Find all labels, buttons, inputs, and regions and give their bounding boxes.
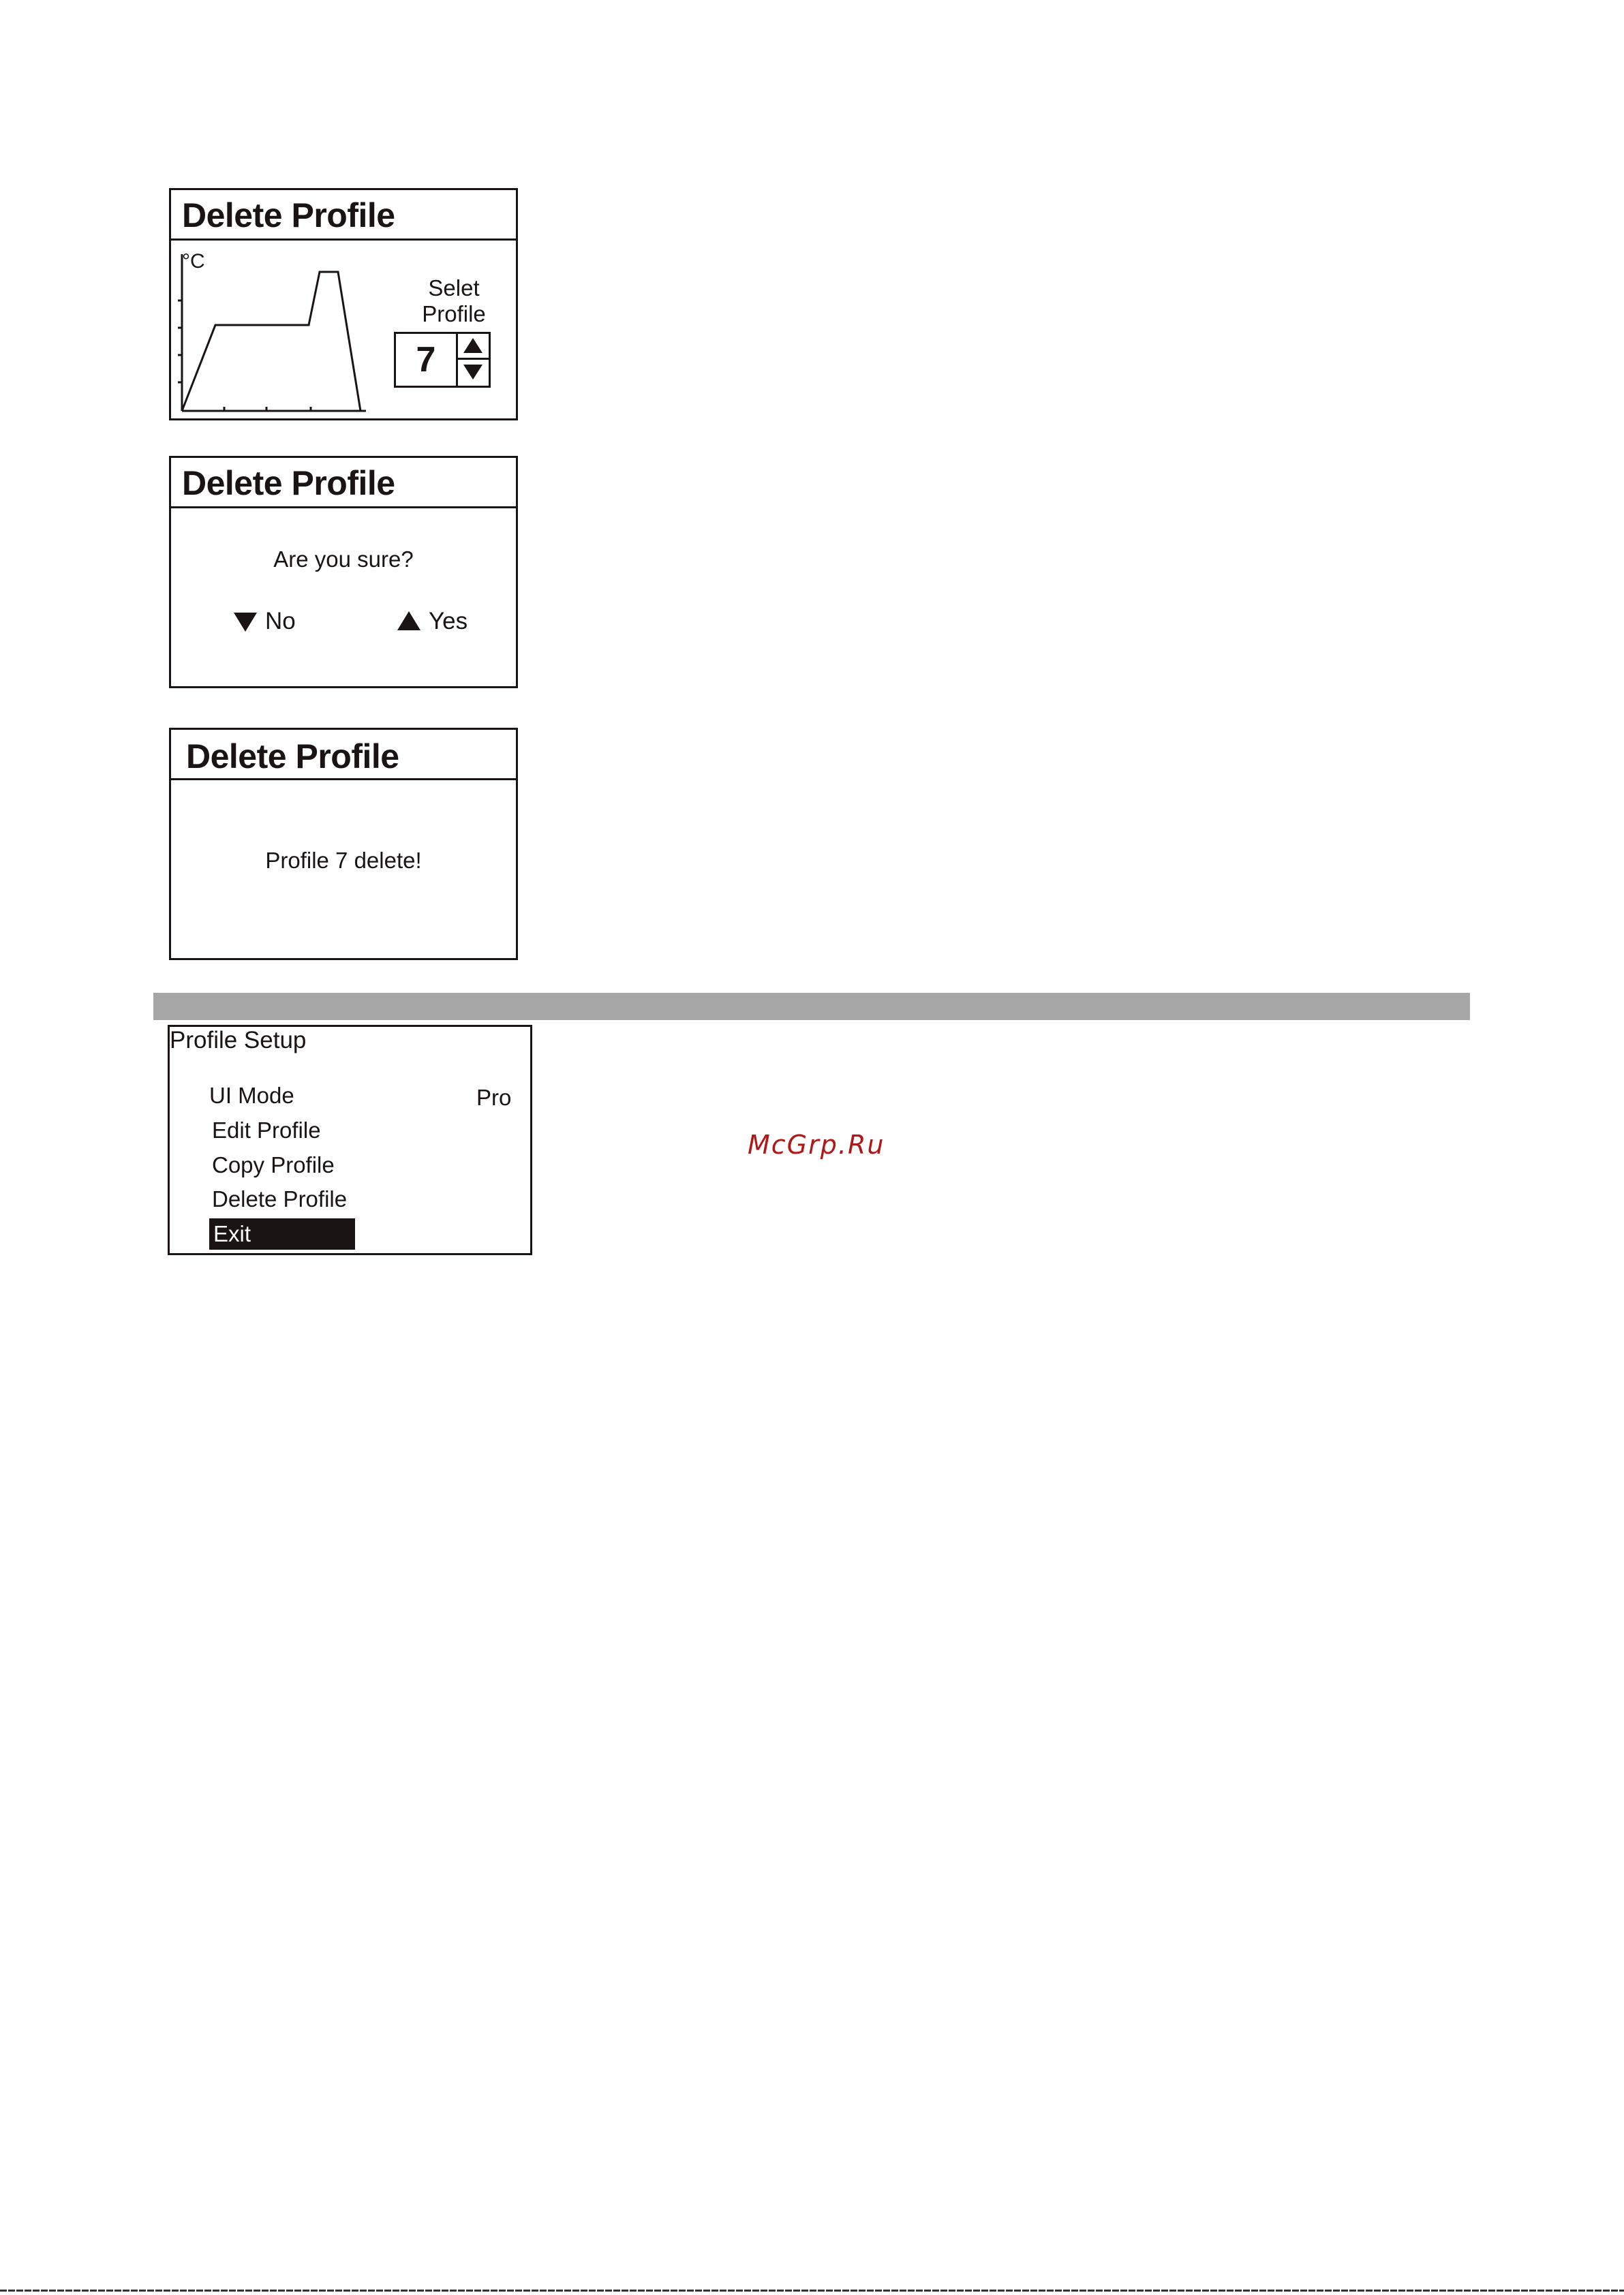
screen-title: Delete Profile bbox=[186, 737, 399, 775]
delete-profile-confirm-screen bbox=[169, 456, 518, 688]
profile-number-arrows bbox=[456, 334, 489, 386]
screen-title-bar bbox=[171, 190, 516, 241]
profile-curve-graph bbox=[178, 246, 376, 416]
triangle-up-icon bbox=[458, 334, 489, 358]
menu-title-bar bbox=[170, 1027, 530, 1081]
profile-number-value: 7 bbox=[416, 340, 436, 380]
triangle-down-icon bbox=[234, 611, 257, 632]
menu-item-ui-mode[interactable]: UI Mode bbox=[209, 1083, 294, 1108]
yes-button[interactable] bbox=[397, 608, 468, 635]
screen-title-bar bbox=[171, 730, 516, 780]
screen-title-bar bbox=[171, 458, 516, 508]
decrement-button[interactable] bbox=[458, 360, 489, 386]
triangle-up-icon bbox=[397, 611, 420, 632]
select-profile-label: Selet Profile bbox=[422, 275, 486, 326]
profile-deleted-screen bbox=[169, 728, 518, 960]
no-button[interactable] bbox=[234, 608, 296, 635]
watermark-text: McGrp.Ru bbox=[748, 1130, 885, 1160]
screen-title: Delete Profile bbox=[182, 196, 395, 234]
menu-item-exit[interactable]: Exit bbox=[209, 1218, 355, 1250]
confirm-question: Are you sure? bbox=[273, 546, 414, 572]
ui-mode-value: Pro bbox=[476, 1085, 512, 1110]
section-divider bbox=[153, 993, 1470, 1020]
profile-number-selector[interactable] bbox=[394, 332, 491, 388]
menu-item-copy-profile[interactable]: Copy Profile bbox=[212, 1152, 335, 1177]
triangle-down-icon bbox=[458, 360, 489, 384]
delete-profile-select-screen bbox=[169, 188, 518, 420]
increment-button[interactable] bbox=[458, 334, 489, 360]
page-bottom-edge bbox=[0, 2290, 1624, 2292]
profile-setup-menu bbox=[168, 1025, 532, 1255]
deleted-message: Profile 7 delete! bbox=[265, 848, 422, 873]
temperature-unit-label: °C bbox=[182, 250, 205, 273]
menu-item-edit-profile[interactable]: Edit Profile bbox=[212, 1118, 321, 1143]
yes-label: Yes bbox=[429, 608, 468, 634]
menu-item-delete-profile[interactable]: Delete Profile bbox=[212, 1186, 348, 1212]
no-label: No bbox=[265, 608, 296, 634]
menu-title: Profile Setup bbox=[170, 1027, 307, 1053]
screen-title: Delete Profile bbox=[182, 464, 395, 502]
